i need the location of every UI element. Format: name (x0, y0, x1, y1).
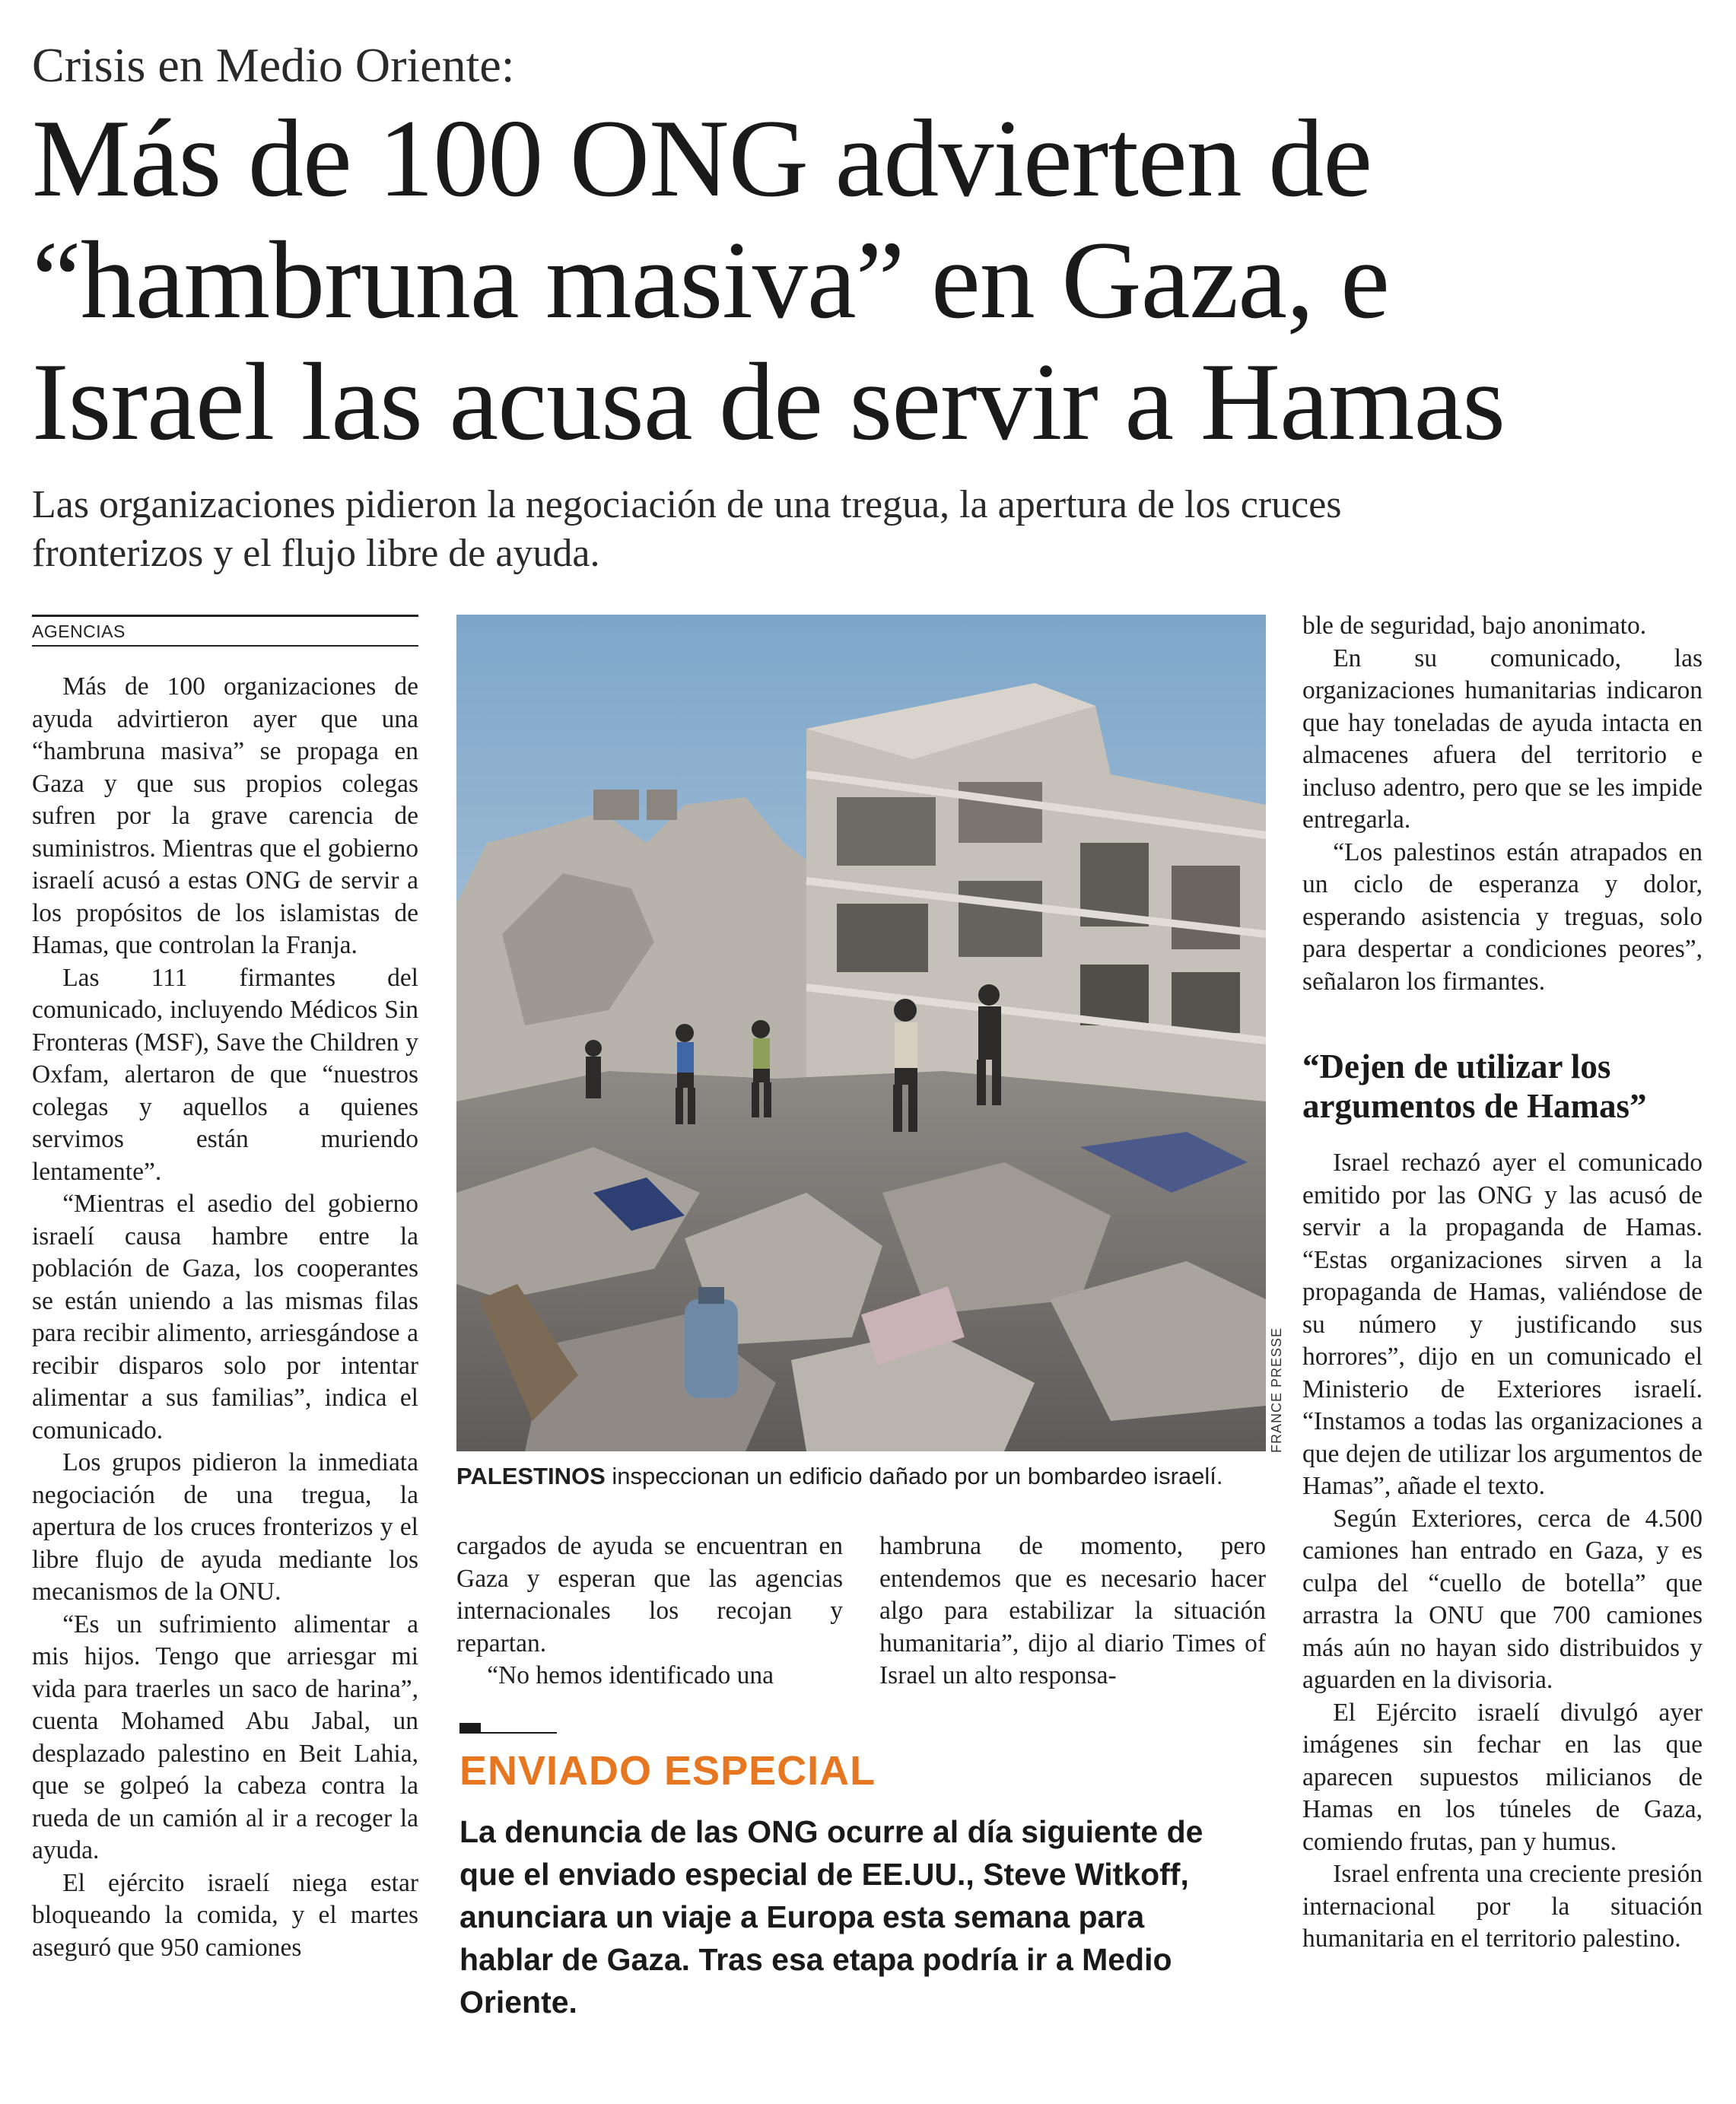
special-box-line: que el enviado especial de EE.UU., Steve Witkoff, (459, 1857, 1189, 1892)
special-box-line: anunciara un viaje a Europa esta semana para (459, 1899, 1145, 1934)
paragraph: “Los palestinos están atrapados en un ciclo de esperanza y dolor, esperando asistencia y treguas, solo para despertar a condiciones peores”, señalaron los firmantes. (1302, 837, 1703, 996)
section-subtitle (1302, 1047, 1713, 1126)
paragraph: El ejército israelí niega estar bloqueando la comida, y el martes aseguró que 950 camiones (32, 1868, 418, 1962)
kicker: Crisis en Medio Oriente: (32, 38, 515, 92)
article-column-4-bottom (1302, 1147, 1703, 1956)
photo-credit-text: FRANCE PRESSE (1269, 1327, 1284, 1453)
paragraph: Israel rechazó ayer el comunicado emitido por las ONG y las acusó de servir a la propaganda de Hamas. “Estas organizaciones sirven a la propaganda de Hamas, valiéndose de su número y justificando sus horrores”, dijo en un comunicado el Ministerio de Exteriores israelí. “Instamos a todas las organizaciones a que dejen de utilizar los argumentos de Hamas”, añade el texto. (1302, 1149, 1703, 1500)
section-marker (459, 1723, 558, 1734)
subheadline-line: Las organizaciones pidieron la negociación de una tregua, la apertura de los cruces (32, 483, 1342, 526)
paragraph: “No hemos identificado una (487, 1661, 774, 1689)
headline-line: Más de 100 ONG advierten de (32, 97, 1372, 220)
subheadline-line: fronterizos y el flujo libre de ayuda. (32, 532, 600, 575)
paragraph: cargados de ayuda se encuentran en Gaza y esperan que las agencias internacionales los recojan y repartan. (456, 1532, 843, 1657)
special-box-line: La denuncia de las ONG ocurre al día siguiente de (459, 1814, 1203, 1849)
byline: AGENCIAS (32, 615, 418, 647)
article-column-4-top (1302, 610, 1703, 998)
paragraph: Los grupos pidieron la inmediata negociación de una tregua, la apertura de los cruces fronterizos y el libre flujo de ayuda mediante los mecanismos de la ONU. (32, 1448, 418, 1606)
paragraph: En su comunicado, las organizaciones humanitarias indicaron que hay toneladas de ayuda intacta en almacenes afuera del territorio e incluso adentro, pero que se les impide entregarla. (1302, 644, 1703, 834)
caption-lead: PALESTINOS (456, 1463, 606, 1489)
paragraph: Más de 100 organizaciones de ayuda advirtieron ayer que una “hambruna masiva” se propaga en Gaza y que sus propios colegas sufren por la grave carencia de suministros. Mientras que el gobierno israelí acusó a estas ONG de servir a los propósitos de los islamistas de Hamas, que controlan la Franja. (32, 672, 418, 959)
photo-credit (1269, 1327, 1292, 1453)
photo-caption (456, 1462, 1301, 1491)
paragraph: Las 111 firmantes del comunicado, incluyendo Médicos Sin Fronteras (MSF), Save the Children y Oxfam, alertaron de que “nuestros colegas y aquellos a quienes servimos están muriendo lentamente”. (32, 963, 418, 1186)
section-subtitle-line: argumentos de Hamas” (1302, 1087, 1647, 1125)
article-column-3 (879, 1530, 1266, 1692)
paragraph: El Ejército israelí divulgó ayer imágenes sin fechar en las que aparecen supuestos milicianos de Hamas en los túneles de Gaza, comiendo frutas, pan y humus. (1302, 1698, 1703, 1856)
special-box-line: hablar de Gaza. Tras esa etapa podría ir a Medio (459, 1942, 1172, 1977)
paragraph: Israel enfrenta una creciente presión internacional por la situación humanitaria en el territorio palestino. (1302, 1860, 1703, 1953)
special-box-text (459, 1810, 1273, 2023)
headline-line: “hambruna masiva” en Gaza, e (32, 218, 1389, 342)
article-column-1 (32, 671, 418, 1964)
section-subtitle-line: “Dejen de utilizar los (1302, 1047, 1611, 1085)
paragraph: hambruna de momento, pero entendemos que es necesario hacer algo para estabilizar la situación humanitaria”, dijo al diario Times of Israel un alto responsa- (879, 1532, 1266, 1689)
special-box-label: ENVIADO ESPECIAL (459, 1748, 876, 1794)
article-column-2 (456, 1530, 843, 1692)
caption-text: inspeccionan un edificio dañado por un bombardeo israelí. (605, 1463, 1223, 1489)
special-box-line: Oriente. (459, 1985, 577, 2020)
headline (32, 97, 1706, 462)
paragraph: ble de seguridad, bajo anonimato. (1302, 612, 1647, 640)
paragraph: “Es un sufrimiento alimentar a mis hijos. Tengo que arriesgar mi vida para traerles un saco de harina”, cuenta Mohamed Abu Jabal, un desplazado palestino en Beit Lahia, que se golpeó la cabeza contra la rueda de un camión al ir a recoger la ayuda. (32, 1610, 418, 1864)
subheadline (32, 481, 1706, 578)
paragraph: Según Exteriores, cerca de 4.500 camiones han entrado en Gaza, y es culpa del “cuello de botella” que arrastra la ONU que 700 camiones más aún no hayan sido distribuidos y aguarden en la divisoria. (1302, 1504, 1703, 1694)
paragraph: “Mientras el asedio del gobierno israelí causa hambre entre la población de Gaza, los cooperantes se están uniendo a las mismas filas para recibir alimento, arriesgándose a recibir disparos solo por intentar alimentar a sus familias”, indica el comunicado. (32, 1190, 418, 1445)
rubble-scene-illustration (456, 615, 1266, 1451)
headline-line: Israel las acusa de servir a Hamas (32, 340, 1505, 463)
news-photo (456, 615, 1266, 1451)
